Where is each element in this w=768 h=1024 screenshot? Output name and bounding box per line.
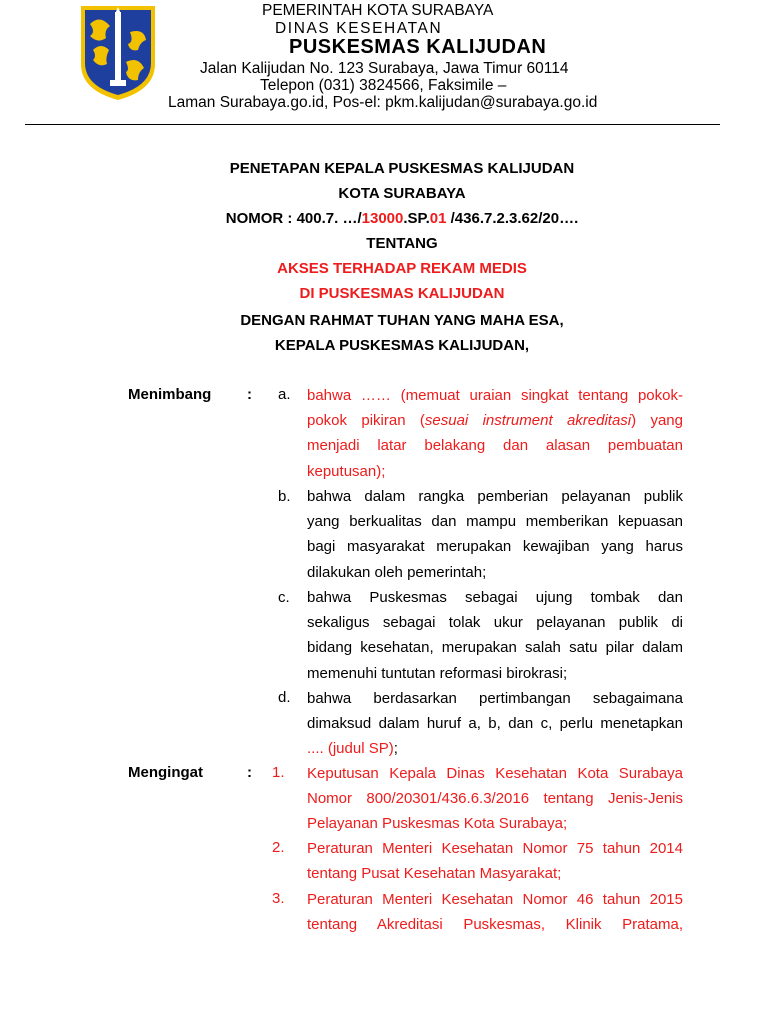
menimbang-item-a: bahwa …… (memuat uraian singkat tentang pokok- pokok pikiran (sesuai instrument akreditasi) yang menjadi latar belakang dan alasan pembuatan keputusan); xyxy=(307,387,683,480)
mengingat-colon: : xyxy=(247,764,252,781)
letterhead-divider xyxy=(25,124,720,125)
title-line-3: DENGAN RAHMAT TUHAN YANG MAHA ESA, xyxy=(240,312,564,329)
menimbang-label: Menimbang xyxy=(128,386,212,403)
letterhead-web-email: Laman Surabaya.go.id, Pos-el: pkm.kalijudan@surabaya.go.id xyxy=(168,94,598,111)
menimbang-item-d: bahwa berdasarkan pertimbangan sebagaimana dimaksud dalam huruf a, b, dan c, perlu menetapkan .... (judul SP); xyxy=(307,690,683,758)
menimbang-marker-b: b. xyxy=(278,488,291,505)
menimbang-marker-a: a. xyxy=(278,386,291,403)
title-tentang: TENTANG xyxy=(366,235,438,252)
mengingat-marker-2: 2. xyxy=(272,839,285,856)
title-nomor: NOMOR : 400.7. …/13000.SP.01 /436.7.2.3.62/20…. xyxy=(225,210,579,227)
mengingat-marker-1: 1. xyxy=(272,764,285,781)
mengingat-item-2: Peraturan Menteri Kesehatan Nomor 75 tahun 2014 tentang Pusat Kesehatan Masyarakat; xyxy=(307,840,683,883)
title-line-2: KOTA SURABAYA xyxy=(338,185,466,202)
letterhead-government: PEMERINTAH KOTA SURABAYA xyxy=(262,2,494,19)
mengingat-item-1: Keputusan Kepala Dinas Kesehatan Kota Surabaya Nomor 800/20301/436.6.3/2016 tentang Jenis-Jenis Pelayanan Puskesmas Kota Surabaya; xyxy=(307,765,683,833)
letterhead-address: Jalan Kalijudan No. 123 Surabaya, Jawa Timur 60114 xyxy=(200,60,569,77)
menimbang-marker-c: c. xyxy=(278,589,290,606)
title-subject-1: AKSES TERHADAP REKAM MEDIS xyxy=(277,260,527,277)
menimbang-item-c: bahwa Puskesmas sebagai ujung tombak dan sekaligus sebagai tolak ukur pelayanan publik di bidang kesehatan, merupakan salah satu pilar dalam memenuhi tuntutan reformasi birokrasi; xyxy=(307,589,683,682)
surabaya-crest-icon xyxy=(78,2,158,102)
letterhead-phone: Telepon (031) 3824566, Faksimile – xyxy=(260,77,507,94)
title-subject-2: DI PUSKESMAS KALIJUDAN xyxy=(299,285,505,302)
mengingat-label: Mengingat xyxy=(128,764,203,781)
letterhead-institution: PUSKESMAS KALIJUDAN xyxy=(289,36,547,58)
mengingat-item-3: Peraturan Menteri Kesehatan Nomor 46 tahun 2015 tentang Akreditasi Puskesmas, Klinik Pratama, xyxy=(307,891,683,934)
menimbang-item-b: bahwa dalam rangka pemberian pelayanan publik yang berkualitas dan mampu memberikan kepuasan bagi masyarakat merupakan kewajiban yang harus dilakukan oleh pemerintah; xyxy=(307,488,683,581)
mengingat-marker-3: 3. xyxy=(272,890,285,907)
title-line-1: PENETAPAN KEPALA PUSKESMAS KALIJUDAN xyxy=(229,160,575,177)
menimbang-marker-d: d. xyxy=(278,689,291,706)
menimbang-colon: : xyxy=(247,386,252,403)
letterhead-agency: DINAS KESEHATAN xyxy=(275,20,443,37)
title-line-4: KEPALA PUSKESMAS KALIJUDAN, xyxy=(274,337,530,354)
